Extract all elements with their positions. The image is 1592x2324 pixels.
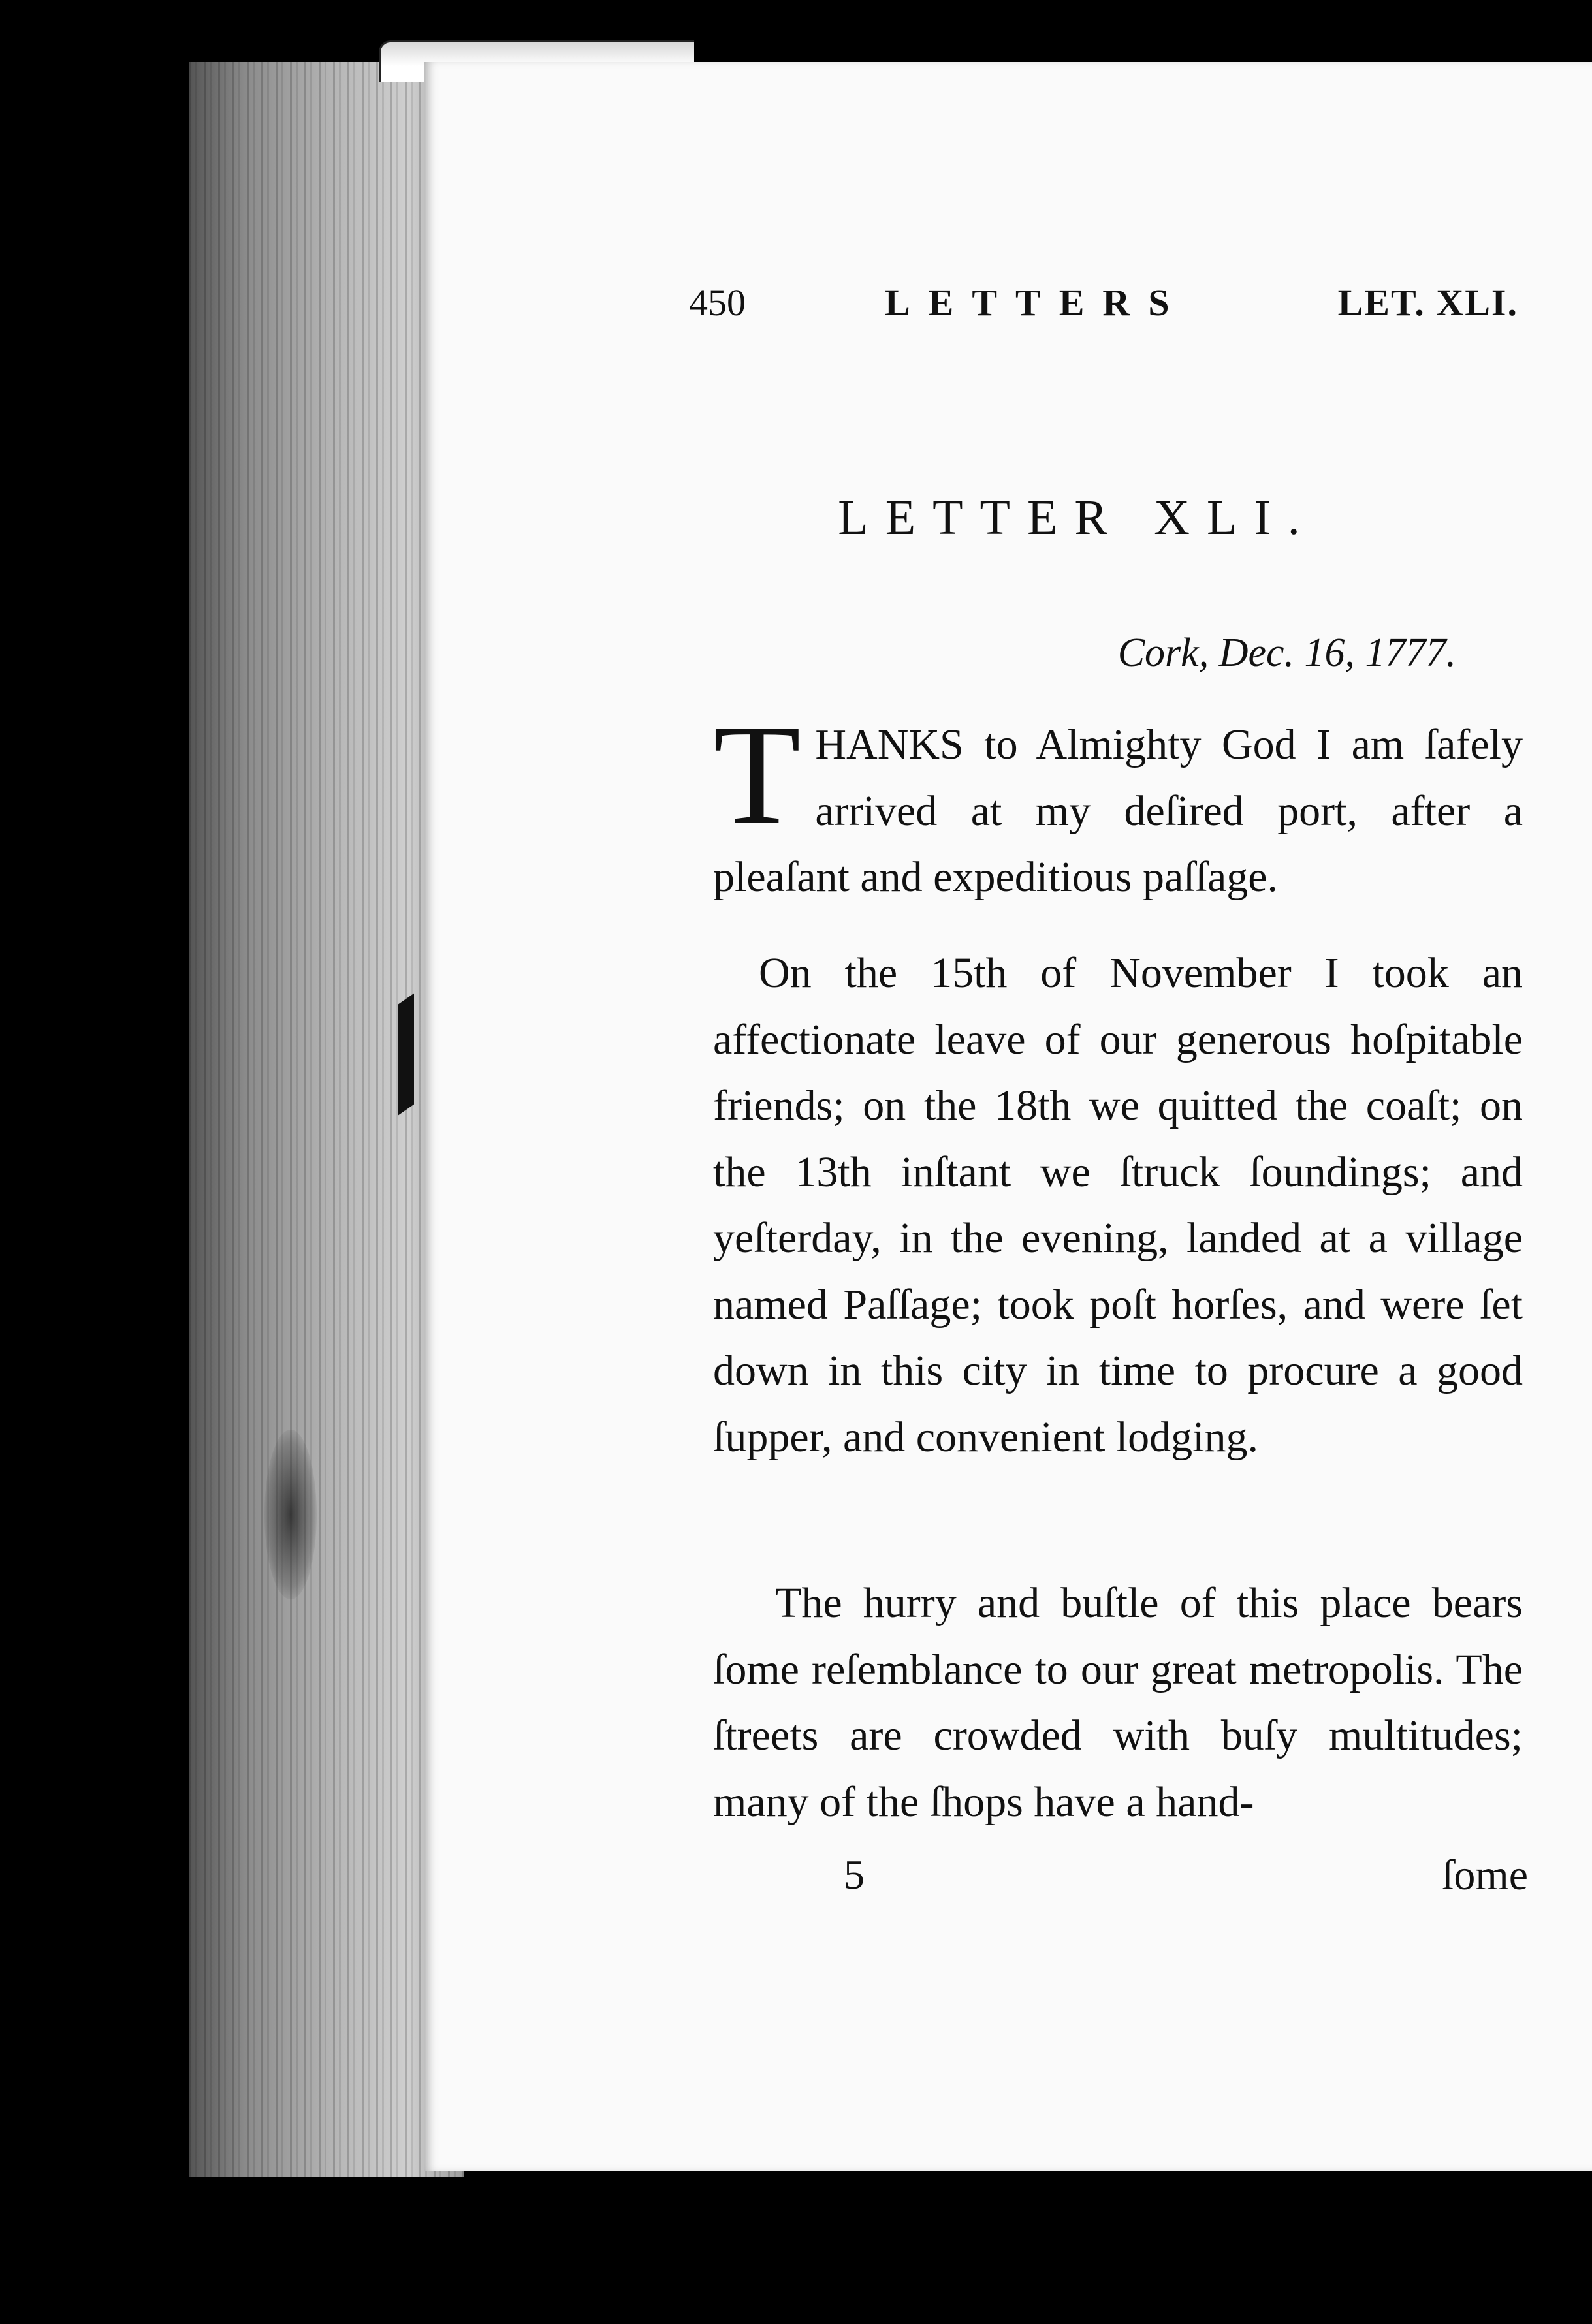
catchword: ſome bbox=[1442, 1851, 1528, 1899]
running-letter-number: LET. XLI. bbox=[1337, 281, 1518, 324]
drop-cap: T bbox=[713, 695, 801, 854]
paragraph-2-text: On the 15th of November I took an affectionate leave of our generous hoſpitable friends; on the 18th we quitted the coaſt; on the 13th inſtant we ſtruck ſoundings; and yeſterday, in the evening, landed at a village named Paſſage; took poſt horſes, and were ſet down in this city in time to procure a good ſupper, and convenient lodging. bbox=[713, 949, 1523, 1461]
paragraph-3-text: The hurry and buſtle of this place bears ſome reſemblance to our great metropolis. The ſtreets are crowded with buſy multitudes; many of the ſhops have a hand- bbox=[713, 1579, 1523, 1826]
running-head bbox=[689, 281, 1518, 326]
paragraph-2 bbox=[713, 940, 1523, 1470]
page-number: 450 bbox=[689, 281, 746, 324]
paragraph-1 bbox=[713, 695, 1523, 911]
dateline: Cork, Dec. 16, 1777. bbox=[1117, 631, 1456, 675]
letter-heading: LETTER XLI. bbox=[838, 490, 1317, 545]
signature-mark: 5 bbox=[844, 1851, 865, 1898]
paper-stain bbox=[264, 1430, 317, 1599]
paragraph-3 bbox=[713, 1570, 1523, 1835]
page-edges bbox=[189, 62, 464, 2177]
running-title: LETTERS bbox=[885, 281, 1188, 324]
edge-notch bbox=[398, 994, 414, 1116]
paragraph-1-text: HANKS to Almighty God I am ſafely arrived at my deſired port, after a pleaſant and expeditious paſſage. bbox=[713, 721, 1523, 901]
